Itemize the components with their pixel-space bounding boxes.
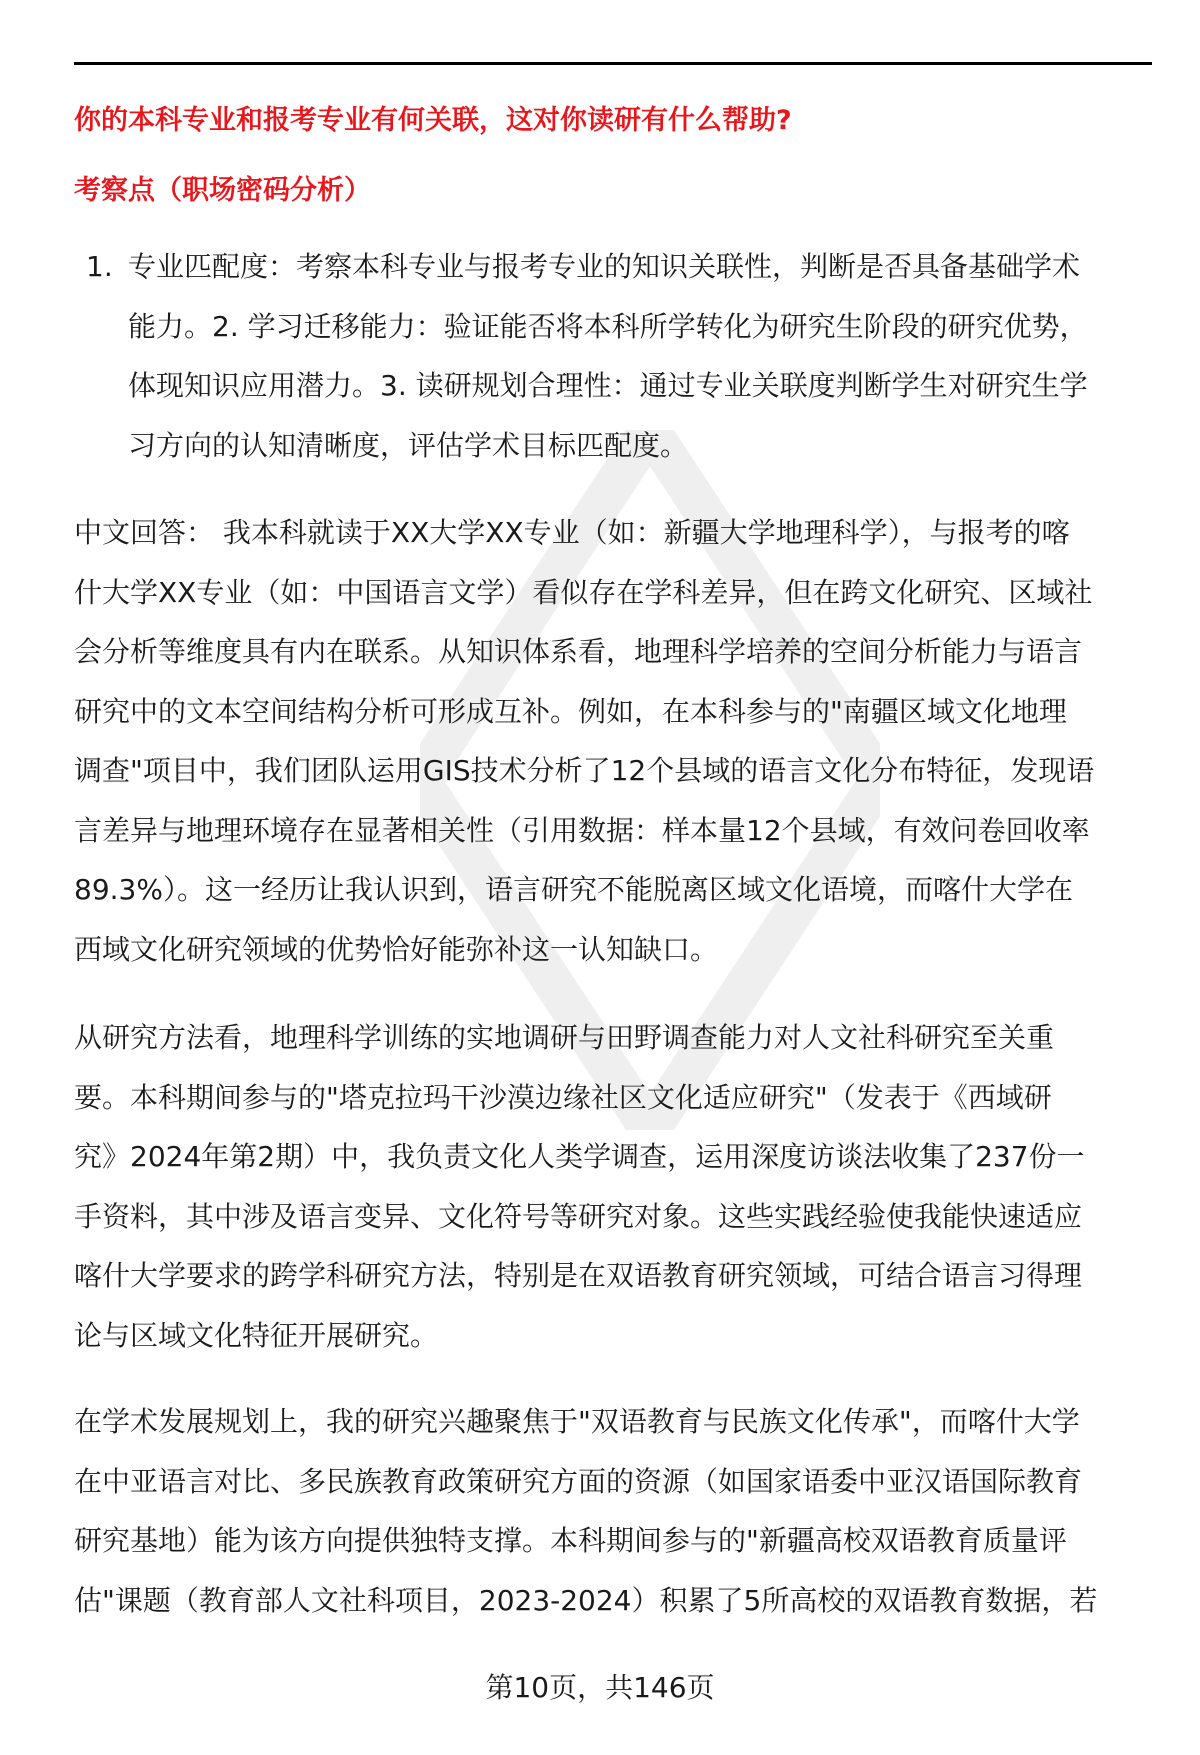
paragraph-line: 89.3%）。这一经历让我认识到，语言研究不能脱离区域文化语境，而喀什大学在 bbox=[74, 873, 1073, 906]
paragraph-line: 在学术发展规划上，我的研究兴趣聚焦于"双语教育与民族文化传承"，而喀什大学 bbox=[74, 1405, 1080, 1438]
paragraph-line: 要。本科期间参与的"塔克拉玛干沙漠边缘社区文化适应研究"（发表于《西域研 bbox=[74, 1080, 1052, 1114]
list-line: 能力。2. 学习迁移能力：验证能否将本科所学转化为研究生阶段的研究优势， bbox=[128, 309, 1088, 343]
paragraph-line: 在中亚语言对比、多民族教育政策研究方面的资源（如国家语委中亚汉语国际教育 bbox=[74, 1464, 1083, 1498]
paragraph-line: 论与区域文化特征开展研究。 bbox=[74, 1318, 439, 1352]
page-number: 第10页，共146页 bbox=[485, 1671, 715, 1704]
header-rule bbox=[74, 62, 1152, 65]
paragraph-line: 西域文化研究领域的优势恰好能弥补这一认知缺口。 bbox=[74, 932, 719, 966]
paragraph-line: 中文回答： 我本科就读于XX大学XX专业（如：新疆大学地理科学），与报考的喀 bbox=[74, 516, 1070, 549]
paragraph-line: 研究中的文本空间结构分析可形成互补。例如，在本科参与的"南疆区域文化地理 bbox=[74, 694, 1067, 728]
paragraph-line: 喀什大学要求的跨学科研究方法，特别是在双语教育研究领域，可结合语言习得理 bbox=[74, 1259, 1083, 1292]
paragraph-line: 调查"项目中，我们团队运用GIS技术分析了12个县域的语言文化分布特征，发现语 bbox=[74, 754, 1095, 787]
answer-paragraph-3 bbox=[74, 1392, 1164, 1630]
list-line: 习方向的认知清晰度，评估学术目标匹配度。 bbox=[128, 428, 689, 462]
answer-paragraph-2 bbox=[74, 1008, 1164, 1365]
paragraph-line: 估"课题（教育部人文社科项目，2023-2024）积累了5所高校的双语教育数据，若 bbox=[74, 1583, 1098, 1617]
paragraph-line: 研究基地）能为该方向提供独特支撑。本科期间参与的"新疆高校双语教育质量评 bbox=[74, 1524, 1067, 1557]
paragraph-line: 从研究方法看，地理科学训练的实地调研与田野调查能力对人文社科研究至关重 bbox=[74, 1021, 1055, 1054]
question-heading: 你的本科专业和报考专业有何关联，这对你读研有什么帮助? bbox=[74, 105, 792, 136]
section-heading: 考察点（职场密码分析） bbox=[74, 175, 371, 206]
paragraph-line: 手资料，其中涉及语言变异、文化符号等研究对象。这些实践经验使我能快速适应 bbox=[74, 1199, 1083, 1233]
list-line: 体现知识应用潜力。3. 读研规划合理性：通过专业关联度判断学生对研究生学 bbox=[128, 369, 1088, 402]
paragraph-line: 言差异与地理环境存在显著相关性（引用数据：样本量12个县域，有效问卷回收率 bbox=[74, 813, 1090, 847]
paragraph-line: 什大学XX专业（如：中国语言文学）看似存在学科差异，但在跨文化研究、区域社 bbox=[74, 575, 1093, 609]
answer-paragraph-1 bbox=[74, 503, 1164, 979]
paragraph-line: 究》2024年第2期）中，我负责文化人类学调查，运用深度访谈法收集了237份一 bbox=[74, 1140, 1085, 1173]
list-number: 1. bbox=[86, 250, 113, 283]
paragraph-line: 会分析等维度具有内在联系。从知识体系看，地理科学培养的空间分析能力与语言 bbox=[74, 635, 1083, 668]
list-line: 专业匹配度：考察本科专业与报考专业的知识关联性，判断是否具备基础学术 bbox=[128, 250, 1081, 283]
assessment-list bbox=[86, 237, 1088, 475]
